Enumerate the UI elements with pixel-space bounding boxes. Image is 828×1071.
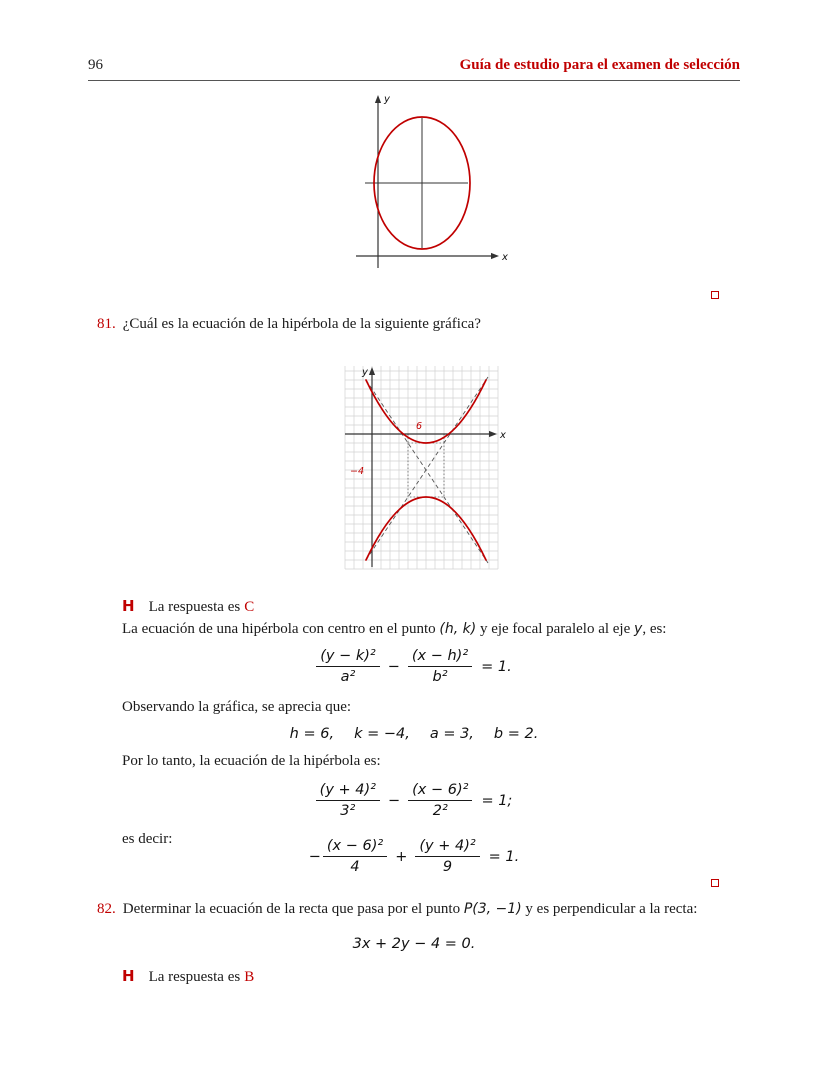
equals-rhs: = 1.: [481, 658, 512, 675]
problem-82: [97, 901, 757, 918]
operator: +: [395, 848, 408, 865]
fraction-1: [316, 782, 380, 819]
fraction-2: [415, 838, 479, 875]
text-run: y es perpendicular a la recta:: [521, 901, 698, 917]
problem-81-number: 81.: [97, 316, 116, 332]
hyperbola-graph: [342, 364, 510, 574]
numerator: (y − k)²: [316, 648, 379, 667]
equals-rhs: = 1.: [488, 848, 520, 865]
fraction-1: [323, 838, 387, 875]
ellipse-graph: [352, 90, 512, 295]
x-axis-arrow: [489, 431, 497, 437]
fraction-2: [408, 782, 472, 819]
end-of-solution-marker: [711, 879, 719, 887]
numerator: (x − 6)²: [408, 782, 472, 801]
formula-hyperbola-specific: [0, 782, 828, 819]
header-title: Guía de estudio para el examen de selección: [459, 57, 740, 73]
text-run: , es:: [642, 621, 667, 637]
problem-81: [97, 316, 757, 333]
explanation-therefore: Por lo tanto, la ecuación de la hipérbola es:: [122, 753, 381, 769]
ellipse-figure: [352, 90, 512, 300]
numerator: (x − h)²: [408, 648, 472, 667]
fraction-2: [408, 648, 472, 685]
leading-minus: −: [308, 848, 321, 865]
y-axis-arrow: [375, 95, 381, 103]
page-number: 96: [88, 57, 103, 73]
numerator: (y + 4)²: [415, 838, 479, 857]
problem-81-question: ¿Cuál es la ecuación de la hipérbola de la siguiente gráfica?: [122, 316, 481, 332]
value-k: k = −4,: [354, 726, 410, 742]
end-of-solution-marker: [711, 291, 719, 299]
operator: −: [387, 792, 401, 809]
answer-text: La respuesta es: [148, 969, 241, 985]
fraction-1: [316, 648, 379, 685]
answer-letter: B: [244, 969, 255, 985]
math-inline-hk: (h, k): [439, 621, 477, 637]
asymptote-line-1: [366, 380, 488, 563]
solution-marker-h: H: [122, 967, 135, 985]
x-axis-label: x: [500, 430, 506, 441]
formula-hyperbola-final: [0, 838, 828, 875]
values-line: [0, 726, 828, 742]
solution-marker-h: H: [122, 597, 135, 615]
text-run: Determinar la ecuación de la recta que pasa por el punto: [122, 901, 464, 917]
math-inline-y: y: [634, 621, 643, 637]
value-a: a = 3,: [429, 726, 474, 742]
problem-82-number: 82.: [97, 901, 116, 917]
y-axis-label: y: [384, 94, 390, 105]
denominator: 9: [442, 859, 453, 875]
x-axis-label: x: [502, 252, 508, 263]
denominator: a²: [340, 669, 356, 685]
numerator: (y + 4)²: [316, 782, 380, 801]
value-b: b = 2.: [493, 726, 539, 742]
denominator: 4: [350, 859, 360, 875]
problem-82-question: [123, 901, 698, 917]
math-inline-point: P(3, −1): [463, 901, 522, 917]
explanation-intro: [122, 621, 732, 638]
operator: −: [387, 658, 400, 675]
denominator: b²: [432, 669, 448, 685]
page-header: [88, 57, 740, 74]
explanation-observe: Observando la gráfica, se aprecia que:: [122, 699, 352, 715]
text-run: La ecuación de una hipérbola con centro en el punto: [122, 621, 440, 637]
equals-rhs: = 1;: [481, 792, 513, 809]
denominator: 2²: [432, 803, 448, 819]
value-h: h = 6,: [289, 726, 335, 742]
answer-line-81: [122, 597, 254, 616]
numerator: (x − 6)²: [323, 838, 387, 857]
explanation-thatis: es decir:: [122, 831, 173, 847]
denominator: 3²: [340, 803, 356, 819]
text-run: y eje focal paralelo al eje: [476, 621, 635, 637]
line-equation: 3x + 2y − 4 = 0.: [352, 936, 476, 952]
answer-text: La respuesta es: [148, 599, 241, 615]
answer-letter: C: [244, 599, 255, 615]
asymptote-line-2: [366, 377, 488, 560]
x-axis-arrow: [491, 253, 499, 259]
hyperbola-figure: [342, 364, 510, 579]
answer-line-82: [122, 967, 254, 986]
formula-hyperbola-general: [0, 648, 828, 685]
center-x-label: 6: [416, 421, 423, 432]
y-axis-label: y: [362, 367, 368, 378]
center-y-label: −4: [350, 466, 365, 477]
header-rule: [88, 80, 740, 81]
